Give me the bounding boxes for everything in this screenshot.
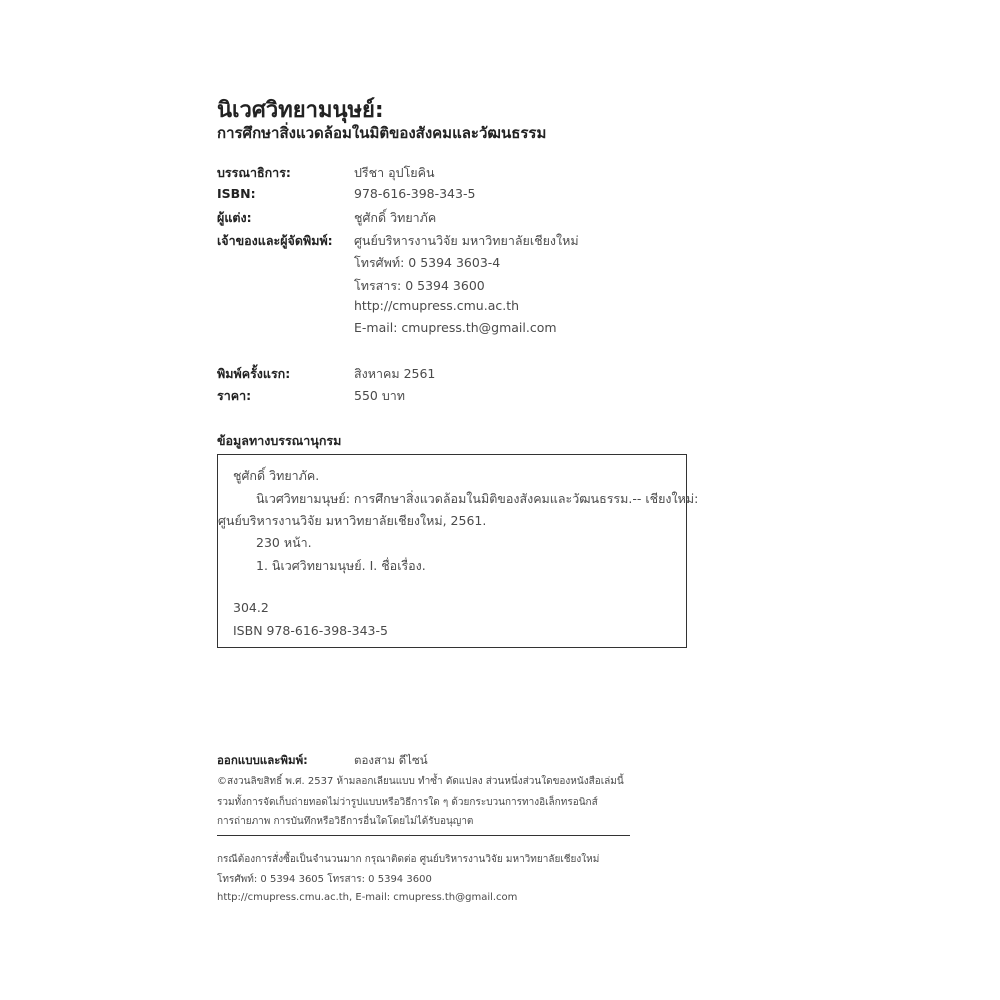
author-value: ชูศักดิ์ วิทยาภัค xyxy=(354,210,437,225)
cataloging-publisher: ศูนย์บริหารงานวิจัย มหาวิทยาลัยเชียงใหม่, 2561. xyxy=(218,513,487,528)
cataloging-title: นิเวศวิทยามนุษย์: การศึกษาสิ่งแวดล้อมในมิติของสังคมและวัฒนธรรม.-- เชียงใหม่: xyxy=(256,491,699,506)
cataloging-call-number: 304.2 xyxy=(233,600,269,615)
copyright-line-3: การถ่ายภาพ การบันทึกหรือวิธีการอื่นใดโดยไม่ได้รับอนุญาต xyxy=(217,816,474,827)
isbn-label: ISBN: xyxy=(217,186,256,201)
publisher-email: E-mail: cmupress.th@gmail.com xyxy=(354,320,557,335)
price-label: ราคา: xyxy=(217,388,252,403)
author-label: ผู้แต่ง: xyxy=(217,210,252,225)
publisher-phone: โทรศัพท์: 0 5394 3603-4 xyxy=(354,255,501,270)
publisher-fax: โทรสาร: 0 5394 3600 xyxy=(354,278,485,293)
design-value: ตองสาม ดีไซน์ xyxy=(354,753,428,767)
price-value: 550 บาท xyxy=(354,388,406,403)
cataloging-subject: 1. นิเวศวิทยามนุษย์. I. ชื่อเรื่อง. xyxy=(256,558,426,573)
order-line-1: กรณีต้องการสั่งซื้อเป็นจำนวนมาก กรุณาติดต่อ ศูนย์บริหารงานวิจัย มหาวิทยาลัยเชียงใหม่ xyxy=(217,854,600,865)
order-line-3: http://cmupress.cmu.ac.th, E-mail: cmupress.th@gmail.com xyxy=(217,892,518,903)
cataloging-heading: ข้อมูลทางบรรณานุกรม xyxy=(217,433,342,448)
editor-value: ปรีชา อุปโยคิน xyxy=(354,165,435,180)
cataloging-isbn: ISBN 978-616-398-343-5 xyxy=(233,623,388,638)
cataloging-author: ชูศักดิ์ วิทยาภัค. xyxy=(233,468,320,483)
publisher-name: ศูนย์บริหารงานวิจัย มหาวิทยาลัยเชียงใหม่ xyxy=(354,233,579,248)
cataloging-box xyxy=(217,454,699,648)
divider-rule xyxy=(217,835,630,836)
copyright-line-2: รวมทั้งการจัดเก็บถ่ายทอดไม่ว่ารูปแบบหรือวิธีการใด ๆ ด้วยกระบวนการทางอิเล็กทรอนิกส์ xyxy=(217,797,598,808)
first-print-value: สิงหาคม 2561 xyxy=(354,366,436,381)
first-print-label: พิมพ์ครั้งแรก: xyxy=(217,366,291,381)
book-subtitle: การศึกษาสิ่งแวดล้อมในมิติของสังคมและวัฒนธรรม xyxy=(217,124,547,142)
copyright-line-1: ©สงวนลิขสิทธิ์ พ.ศ. 2537 ห้ามลอกเลียนแบบ ทำซ้ำ ดัดแปลง ส่วนหนึ่งส่วนใดของหนังสือเล่มนี้ xyxy=(217,776,624,787)
book-title: นิเวศวิทยามนุษย์: xyxy=(217,98,384,123)
publisher-label: เจ้าของและผู้จัดพิมพ์: xyxy=(217,233,333,248)
isbn-value: 978-616-398-343-5 xyxy=(354,186,476,201)
publisher-website: http://cmupress.cmu.ac.th xyxy=(354,298,520,313)
editor-label: บรรณาธิการ: xyxy=(217,165,291,180)
order-line-2: โทรศัพท์: 0 5394 3605 โทรสาร: 0 5394 3600 xyxy=(217,874,432,885)
design-label: ออกแบบและพิมพ์: xyxy=(217,753,308,767)
cataloging-pages: 230 หน้า. xyxy=(256,535,312,550)
